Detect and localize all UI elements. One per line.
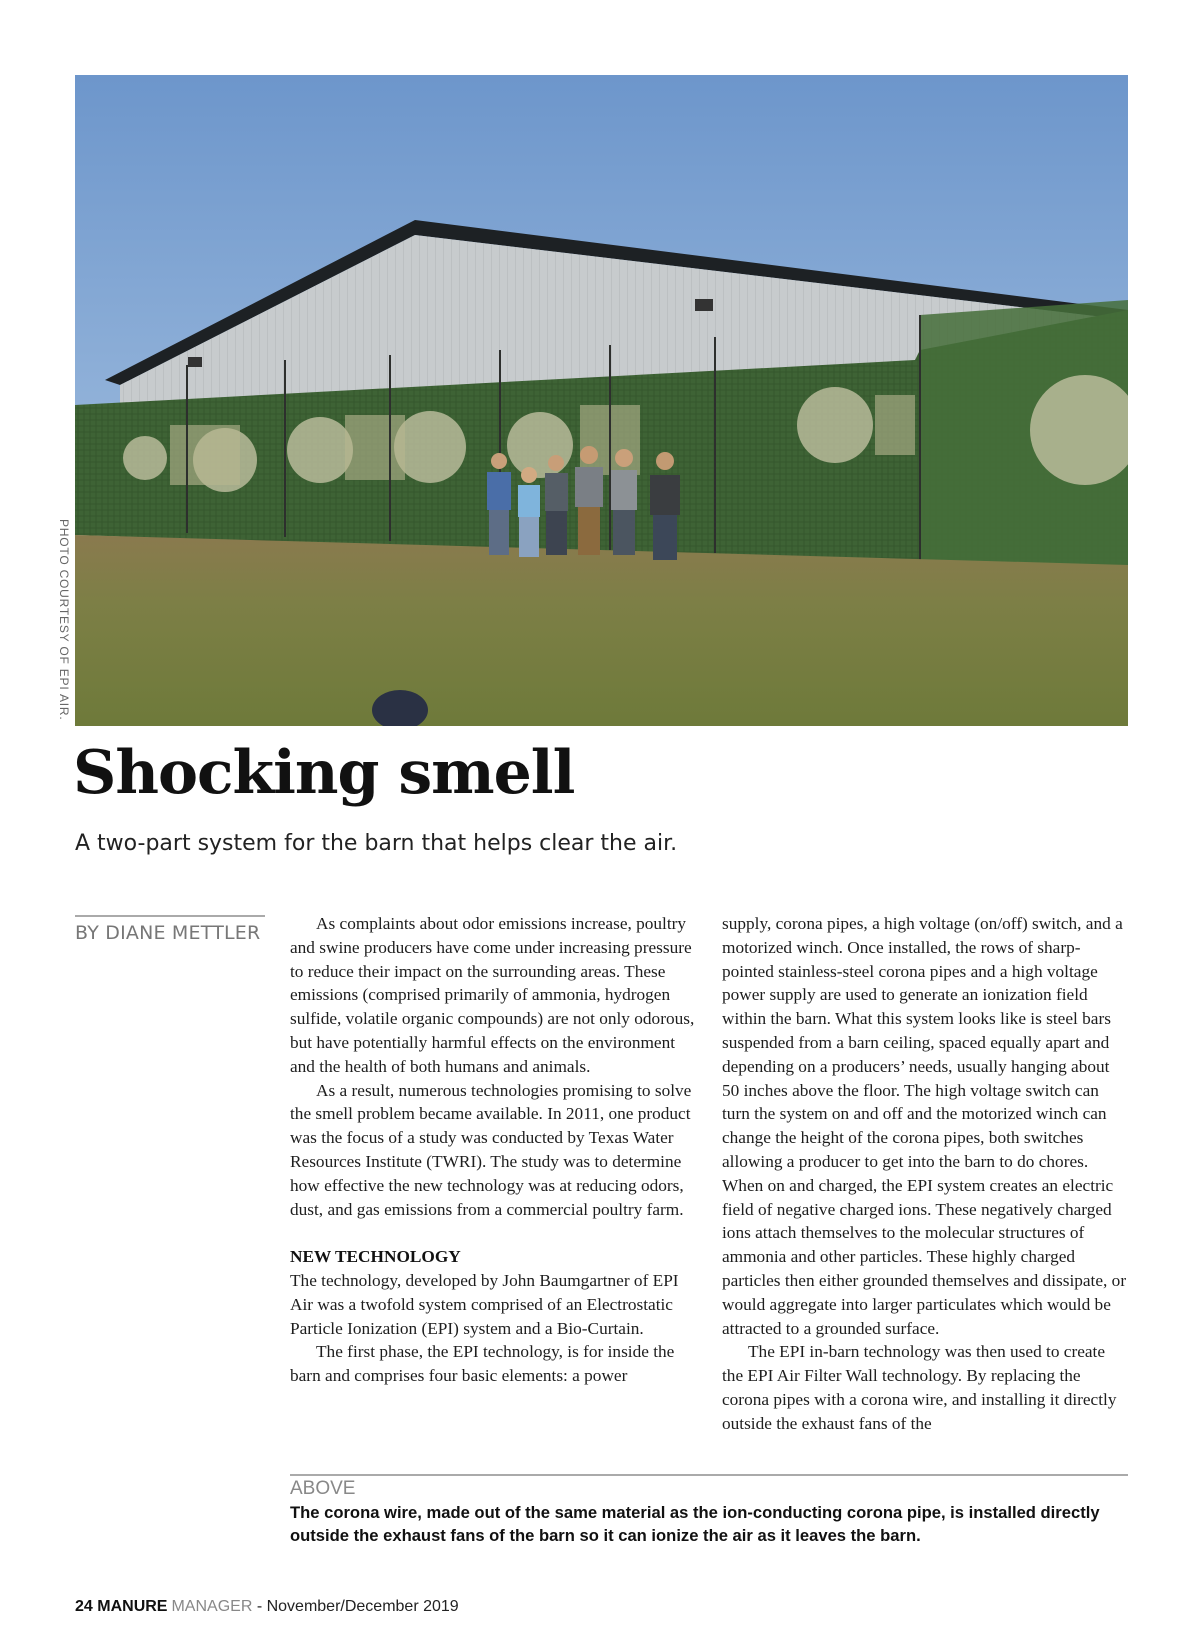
flood-light-right (695, 299, 713, 311)
caption-rule (290, 1474, 1128, 1476)
page-number: 24 (75, 1598, 93, 1615)
magazine-name-light: MANAGER (171, 1598, 253, 1615)
flood-light-left (188, 357, 202, 367)
paragraph: As complaints about odor emissions increase, poultry and swine producers have come under increasing pressure to reduce their impact on the surrounding areas. These emissions (comprised primarily of ammonia, hydrogen sulfide, volatile organic compounds) are not only odorous, but have potentially harmful effects on the environment and the health of both humans and animals. (290, 914, 695, 1076)
page-footer (75, 1598, 459, 1616)
caption-label: ABOVE (290, 1478, 356, 1499)
barn-photo (75, 75, 1128, 726)
paragraph: As a result, numerous technologies promising to solve the smell problem became available. In 2011, one product was the focus of a study was conducted by Texas Water Resources Institute (TWRI). The study was to determine how effective the new technology was at reducing odors, dust, and gas emissions from a commercial poultry farm. (290, 1080, 692, 1219)
barn-photo-illustration (75, 75, 1128, 726)
paragraph: The EPI in-barn technology was then used to create the EPI Air Filter Wall technology. By replacing the corona pipes with a corona wire, and installing it directly outside the exhaust fans of the (722, 1342, 1117, 1433)
body-column-1 (290, 912, 700, 1464)
paragraph: supply, corona pipes, a high voltage (on/off) switch, and a motorized winch. Once installed, the rows of sharp-pointed stainless-steel corona pipes and a high voltage power supply are used to generate an ionization field within the barn. What this system looks like is steel bars suspended from a barn ceiling, spaced equally apart and depending on a producers’ needs, usually hanging about 50 inches above the floor. The high voltage switch can turn the system on and off and the motorized winch can change the height of the corona pipes, both switches allowing a producer to get into the barn to do chores. When on and charged, the EPI system creates an electric field of negative charged ions. These negatively charged ions attach themselves to the molecular structures of ammonia and other particles. These highly charged particles then either grounded themselves and dissipate, or would aggregate into larger particulates which would be attracted to a grounded surface. (722, 914, 1127, 1338)
subhead: NEW TECHNOLOGY (290, 1247, 461, 1267)
photo-credit: PHOTO COURTESY OF EPI AIR. (57, 519, 71, 721)
byline-rule (75, 915, 265, 917)
paragraph: The technology, developed by John Baumgartner of EPI Air was a twofold system comprised of an Electrostatic Particle Ionization (EPI) system and a Bio-Curtain. (290, 1270, 679, 1338)
caption-text: The corona wire, made out of the same material as the ion-conducting corona pipe, is installed directly outside the exhaust fans of the barn so it can ionize the air as it leaves the barn. (290, 1503, 1100, 1545)
magazine-name-bold: MANURE (97, 1598, 168, 1615)
issue-date: - November/December 2019 (256, 1598, 459, 1615)
body-column-2 (722, 912, 1128, 1464)
article-deck: A two-part system for the barn that helps clear the air. (75, 831, 678, 856)
paragraph: The first phase, the EPI technology, is for inside the barn and comprises four basic elements: a power (290, 1342, 675, 1386)
byline: BY DIANE METTLER (75, 922, 261, 944)
grass-field (75, 535, 1128, 726)
article-headline: Shocking smell (73, 738, 575, 808)
